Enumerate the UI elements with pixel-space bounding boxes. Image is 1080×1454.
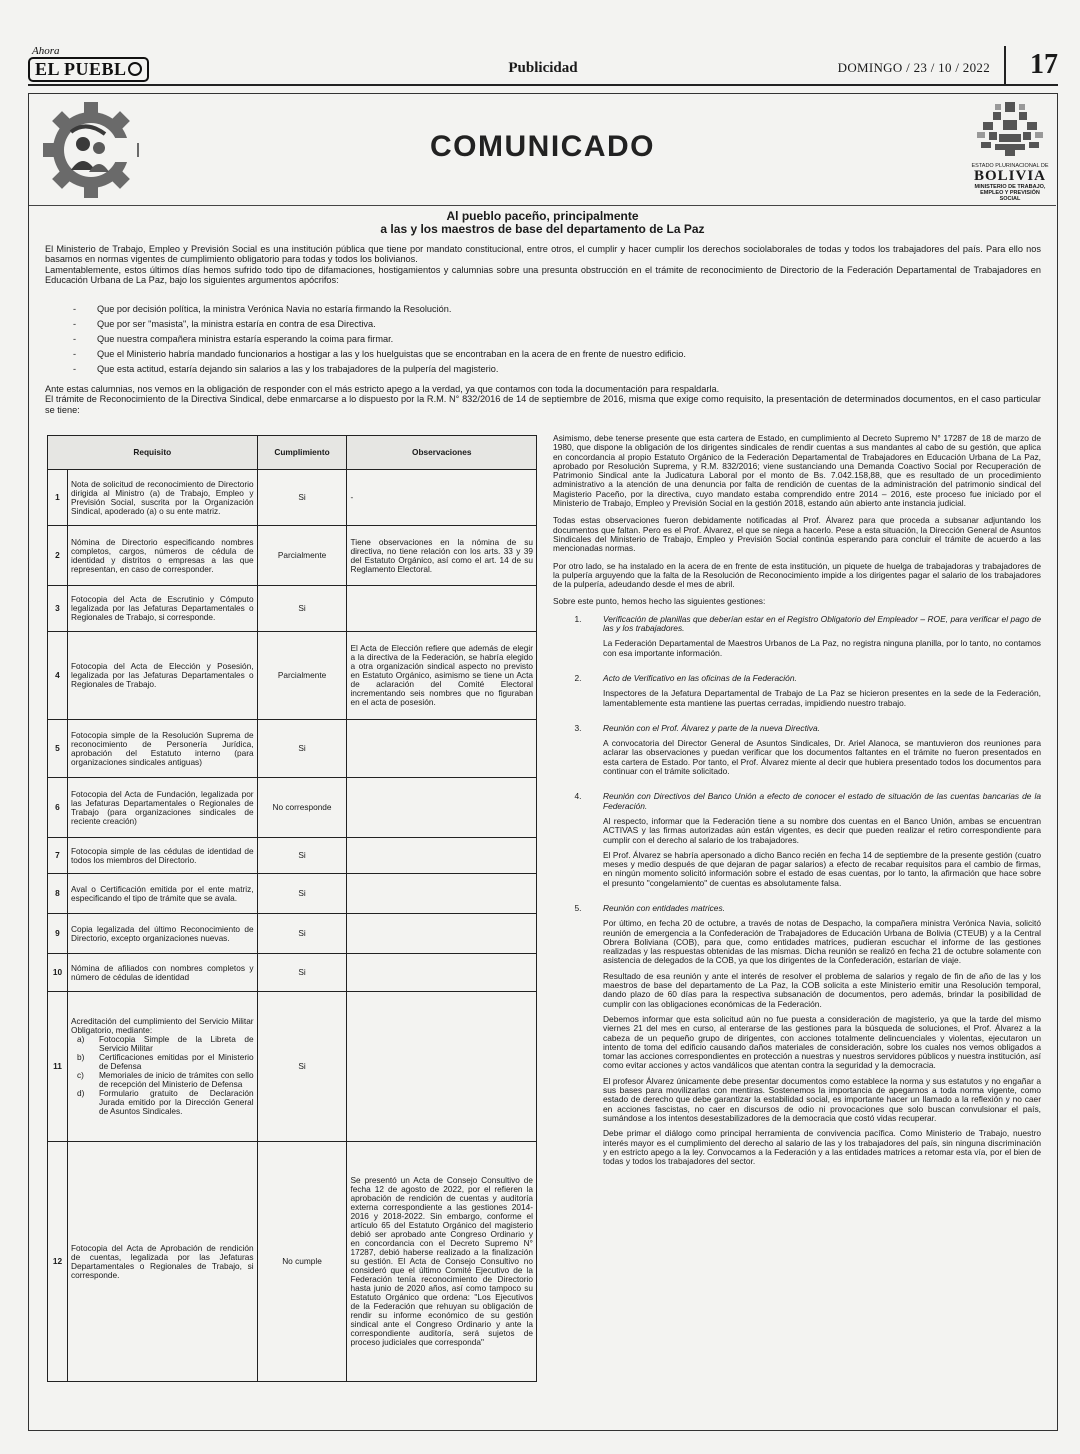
action-paragraph: La Federación Departamental de Maestros Urbanos de La Paz, no registra ninguna planilla, por lo tanto, no contamos con esa importante información. bbox=[603, 638, 1041, 658]
intro-paragraph: El Ministerio de Trabajo, Empleo y Previsión Social es una institución pública que tiene por mandato constitucional, entre otros, el cumplir y hacer cumplir los derechos sociolaborales de todas y todos los trabajadores del país. Para ello nos basamos en normas vigentes de cumplimiento obligatorio para todas y todos los bolivianos. bbox=[45, 244, 1041, 265]
action-paragraph: Al respecto, informar que la Federación tiene a su nombre dos cuentas en el Banco Unión, ambas se encuentran ACTIVAS y las firmas autorizadas aún están vigentes, es decir que pueden realizar el retiro correspondiente para cumplir con el derecho al salario de los trabajadores. bbox=[603, 815, 1041, 845]
row-requirement: Fotocopia simple de la Resolución Suprema de reconocimiento de Personería Jurídica, aprobación del Estatuto interno (para organizaciones sindicales antiguas) bbox=[67, 720, 257, 778]
body-paragraph: Por otro lado, se ha instalado en la acera de en frente de esta institución, un piquete de huelga de trabajadoras y trabajadores de la pulpería arguyendo que la falta de la Resolución de Reconocimiento impide a los dirigentes pagar el salario de los trabajadores de la pulpería, adeudando desde el mes de abril. bbox=[553, 560, 1041, 590]
body-paragraph: Sobre este punto, hemos hecho las siguientes gestiones: bbox=[553, 596, 766, 607]
row-requirement: Nota de solicitud de reconocimiento de Directorio dirigida al Ministro (a) de Trabajo, Empleo y Previsión Social, suscrita por la Organización Sindical, apoderado (a) o su ente matriz. bbox=[67, 470, 257, 526]
actions-list bbox=[553, 615, 1041, 1173]
action-title: Reunión con Directivos del Banco Unión a efecto de conocer el estado de situación de las cuentas bancarias de la Federación. bbox=[603, 791, 1041, 811]
body-paragraph: Todas estas observaciones fueron debidamente notificadas al Prof. Álvarez para que proceda a subsanar adjuntando los documentos que faltan. Pero es el Prof. Álvarez, el que se niega a hacerlo. Pese a esta situación, la Dirección General de Asuntos Sindicales del Ministerio de Trabajo, Empleo y Previsión Social continúa esperando para concluir el trámite de acuerdo a las mencionadas normas. bbox=[553, 515, 1041, 554]
row-compliance: Si bbox=[257, 720, 347, 778]
table-header-row bbox=[48, 436, 537, 470]
row-observation bbox=[347, 914, 537, 954]
table-row bbox=[48, 992, 537, 1142]
row-requirement: Fotocopia del Acta de Fundación, legalizada por las Jefaturas Departamentales o Regionales de Trabajo (para organizaciones sindicales de reciente creación) bbox=[67, 778, 257, 838]
table-row bbox=[48, 874, 537, 914]
list-item: 2. Acto de Verificativo en las oficinas de la Federación. Inspectores de la Jefatura Departamental de Trabajo de La Paz se hicieron presentes en la sede de la Federación, lamentablemente esta mantiene las puertas cerradas, impidiendo nuestro trabajo. bbox=[574, 672, 1041, 708]
row-requirement: Fotocopia del Acta de Escrutinio y Cómputo legalizada por las Jefaturas Departamentales o Regionales de Trabajo, si corresponde. bbox=[67, 586, 257, 632]
action-paragraph: Debe primar el diálogo como principal herramienta de convivencia pacífica. Como Ministerio de Trabajo, nuestro interés mayor es el cumplimiento del derecho al salario de las y los trabajadores del país, sin ninguna discriminación y en estricto apego a la ley. Convocamos a la Federación y a las entidades matrices a retomar esta vía, por el bien de todas y todos los trabajadores del sector. bbox=[603, 1128, 1041, 1167]
action-paragraph: Debemos informar que esta solicitud aún no fue puesta a consideración de magisterio, ya que la tarde del mismo viernes 21 del mes en curso, al enterarse de las gestiones para la búsqueda de soluciones, el Prof. Álvarez a la cabeza de un pequeño grupo de dirigentes, con acciones totalmente delincuenciales y violentas, ejecutaron un intento de toma del edificio causando daños materiales de consideración, sobre los cuales nos vemos obligados a tomar las acciones correspondientes en protección a nuestras y nuestros servidores públicos y nuestra institución, así como evitar acciones y actos vandálicos que atentan contra la seguridad y la democracia. bbox=[603, 1013, 1041, 1071]
column-header-requisito: Requisito bbox=[48, 436, 258, 470]
row-number: 10 bbox=[48, 954, 68, 992]
table-row bbox=[48, 526, 537, 586]
row-observation bbox=[347, 874, 537, 914]
column-header-cumplimiento: Cumplimiento bbox=[257, 436, 347, 470]
row-observation: - bbox=[347, 470, 537, 526]
list-item: b) Certificaciones emitidas por el Ministerio de Defensa bbox=[76, 1052, 254, 1071]
intro-paragraph: Lamentablemente, estos últimos días hemos sufrido todo tipo de difamaciones, hostigamientos y calumnias sobre una presunta obstrucción en el trámite de reconocimiento de Directorio de la Federación Departamental de Trabajadores en Educación Urbana de La Paz, bajo los siguientes argumentos apócrifos: bbox=[45, 264, 1041, 286]
column-header-observaciones: Observaciones bbox=[347, 436, 537, 470]
list-item: 4. Reunión con Directivos del Banco Unión a efecto de conocer el estado de situación de las cuentas bancarias de la Federación. Al respecto, informar que la Federación tiene a su nombre dos cuentas en el Banco Unión, ambas se encuentran ACTIVAS y las firmas autorizadas aún están vigentes, es decir que pueden realizar el retiro correspondiente para cumplir con el derecho al salario de los trabajadores. El Prof. Álvarez se habría apersonado a dicho Banco recién en fecha 14 de septiembre de la presente gestión (cuatro meses y medio después de que dejaran de pagar salarios) a efecto de recabar requisitos para el cambio de firmas, en ningún momento solicitó información sobre el estado de esas cuentas, por lo tanto, la afirmación que hace sobre el presunto "congelamiento" de cuentas es absolutamente falsa. bbox=[574, 791, 1041, 888]
list-item: 1. Verificación de planillas que deberían estar en el Registro Obligatorio del Empleador – ROE, para verificar el pago de las y los trabajadores. La Federación Departamental de Maestros Urbanos de La Paz, no registra ninguna planilla, por lo tanto, no contamos con esa importante información. bbox=[574, 613, 1041, 658]
intro-paragraph: El trámite de Reconocimiento de la Directiva Sindical, debe enmarcarse a lo dispuesto por la R.M. N° 832/2016 de 14 de septiembre de 2016, misma que exige como requisito, la presentación de determinados documentos, en el caso particular se tiene: bbox=[45, 394, 1041, 415]
headline bbox=[29, 210, 1056, 236]
row-observation: El Acta de Elección refiere que además de elegir a la directiva de la Federación, se habría elegido a otra organización sindical aspecto no previsto en Estatuto Orgánico, asimismo se tiene un Acta de aclaración del Comité Electoral incrementando seis nombres que no figuraban en el acta de posesión. bbox=[347, 632, 537, 720]
row-requirement: Fotocopia simple de las cédulas de identidad de todos los miembros del Directorio. bbox=[67, 838, 257, 874]
table-row bbox=[48, 914, 537, 954]
bolivia-ministry-emblem-icon bbox=[975, 100, 1045, 158]
masthead bbox=[28, 46, 1058, 86]
row-number: 9 bbox=[48, 914, 68, 954]
row-compliance: Si bbox=[257, 586, 347, 632]
table-row bbox=[48, 470, 537, 526]
list-item: - Que nuestra compañera ministra estaría esperando la coima para firmar. bbox=[73, 334, 394, 344]
action-paragraph: Inspectores de la Jefatura Departamental de Trabajo de La Paz se hicieron presentes en la sede de la Federación, lamentablemente esta mantiene las puertas cerradas, impidiendo nuestro trabajo. bbox=[603, 688, 1041, 708]
row-requirement: Nómina de Directorio especificando nombres completos, cargos, números de cédula de identidad y distritos o empresas a las que representan, en caso de corresponder. bbox=[67, 526, 257, 586]
logo-main-text: EL PUEBL bbox=[35, 59, 127, 79]
row-number: 4 bbox=[48, 632, 68, 720]
body-paragraph: Asimismo, debe tenerse presente que esta cartera de Estado, en cumplimiento al Decreto Supremo N° 17287 de 18 de marzo de 1980, que dispone la obligación de los dirigentes sindicales de rendir cuentas a sus mandantes al cabo de su gestión, que aplica en concordancia al propio Estatuto Orgánico de la Federación Departamental de Trabajadores en Educación Urbana de La Paz, aprobado por Resolución Suprema, y R.M. 832/2016; viene sustanciando una Demanda Coactivo Social por Recuperación de Patrimonio Sindical ante la Judicatura Laboral por el monto de Bs. 7.042.158,88, que es resultado de un procedimiento administrativo a la atención de una denuncia por falta de rendición de cuentas de la administración del patrimonio sindical del Magisterio Paceño, por la directiva, cuyo mandato estaba comprendido entre 2014 – 2016, este proceso fue iniciado por el Ministerio de Trabajo, Empleo y Previsión Social en la gestión 2018, estando aún abierto ante instancia judicial. bbox=[553, 433, 1041, 509]
row-compliance: Si bbox=[257, 874, 347, 914]
issue-date: DOMINGO / 23 / 10 / 2022 bbox=[837, 60, 990, 75]
table-row bbox=[48, 632, 537, 720]
row-compliance: Si bbox=[257, 838, 347, 874]
list-item: - Que por decisión política, la ministra Verónica Navia no estaría firmando la Resolución. bbox=[73, 304, 452, 314]
ministry-name-line1: MINISTERIO DE TRABAJO, bbox=[974, 184, 1046, 190]
row-number: 1 bbox=[48, 470, 68, 526]
row-requirement: Copia legalizada del último Reconocimiento de Directorio, excepto organizaciones nuevas. bbox=[67, 914, 257, 954]
headline-line2: a las y los maestros de base del departamento de La Paz bbox=[380, 222, 705, 236]
row-compliance: No cumple bbox=[257, 1142, 347, 1382]
row-number: 5 bbox=[48, 720, 68, 778]
action-title: Reunión con entidades matrices. bbox=[603, 902, 725, 913]
section-label: Publicidad bbox=[508, 60, 578, 76]
intro-paragraphs bbox=[45, 244, 1041, 286]
row-number: 6 bbox=[48, 778, 68, 838]
row-observation bbox=[347, 838, 537, 874]
row-observation bbox=[347, 954, 537, 992]
row-number: 7 bbox=[48, 838, 68, 874]
list-item: a) Fotocopia Simple de la Libreta de Servicio Militar bbox=[76, 1034, 254, 1053]
row-observation bbox=[347, 586, 537, 632]
action-paragraph: A convocatoria del Director General de Asuntos Sindicales, Dr. Ariel Alanoca, se mantuvieron dos reuniones para aclarar las observaciones y puedan verificar que los documentos faltantes en el trámite no fueron presentados en esta cartera de Estado. Por tanto, el Prof. Álvarez miente al decir que hubiera presentado todos los documentos para continuar con el trámite solicitado. bbox=[603, 738, 1041, 777]
advertisement-frame bbox=[28, 93, 1058, 1431]
ministry-name-line2: EMPLEO Y PREVISIÓN SOCIAL bbox=[980, 190, 1040, 202]
action-paragraph: El profesor Álvarez únicamente debe presentar documentos como establece la norma y sus estatutos y no engañar a sus bases para movilizarlas con mentiras. Sostenemos la importancia de apegarnos a toda norma vigente, como estado de derecho que debe garantizar la estabilidad social, es importante hacer un llamado a la reflexión y no caer en acciones fascistas, no caer en discursos de odio ni provocaciones que solo buscan convulsionar el país, sumándose a los intentos desestabilizadores de la democracia que costó vidas recuperar. bbox=[603, 1075, 1041, 1123]
list-item: 3. Reunión con el Prof. Álvarez y parte de la nueva Directiva. A convocatoria del Director General de Asuntos Sindicales, Dr. Ariel Alanoca, se mantuvieron dos reuniones para aclarar las observaciones y puedan verificar que los documentos faltantes en el trámite no fueron presentados en esta cartera de Estado. Por tanto, el Prof. Álvarez miente al decir que hubiera presentado todos los documentos para continuar con el trámite solicitado. bbox=[574, 722, 1041, 777]
requirements-table bbox=[47, 435, 537, 1382]
row-compliance: Si bbox=[257, 954, 347, 992]
logo-small-text: Ahora bbox=[32, 45, 60, 57]
action-paragraph: Resultado de esa reunión y ante el interés de resolver el problema de salarios y regalo de fin de año de las y los maestros de base del departamento de La Paz, la COB solicita a este Ministerio emitir una Resolución temporal, dando plazo de 60 días para la respectiva subsanación de documentos, pero además, brindar la posibilidad de cumplir con las obligaciones económicas de la Federación. bbox=[603, 970, 1041, 1009]
claims-list bbox=[73, 302, 1033, 377]
communique-header bbox=[29, 94, 1056, 206]
row-compliance: Si bbox=[257, 992, 347, 1142]
action-title: Reunión con el Prof. Álvarez y parte de la nueva Directiva. bbox=[603, 722, 820, 733]
list-item: c) Memoriales de inicio de trámites con sello de recepción del Ministerio de Defensa bbox=[76, 1070, 254, 1089]
row-requirement: Fotocopia del Acta de Elección y Posesión, legalizada por las Jefaturas Departamentales o Regionales de Trabajo. bbox=[67, 632, 257, 720]
list-item: d) Formulario gratuito de Declaración Jurada emitido por la Dirección General de Asuntos Sindicales. bbox=[76, 1088, 254, 1116]
row-compliance: Parcialmente bbox=[257, 632, 347, 720]
row-number: 3 bbox=[48, 586, 68, 632]
list-item: - Que por ser "masista", la ministra estaría en contra de esa Directiva. bbox=[73, 319, 376, 329]
row-requirement: Aval o Certificación emitida por el ente matriz, especificando el tipo de trámite que se avala. bbox=[67, 874, 257, 914]
row-number: 12 bbox=[48, 1142, 68, 1382]
headline-line1: Al pueblo paceño, principalmente bbox=[446, 209, 639, 223]
right-column bbox=[553, 434, 1041, 1182]
row-requirement-cell bbox=[67, 992, 257, 1142]
row-observation bbox=[347, 992, 537, 1142]
row-requirement: Nómina de afiliados con nombres completos y número de cédulas de identidad bbox=[67, 954, 257, 992]
ministry-country: BOLIVIA bbox=[973, 168, 1047, 184]
list-item: 5. Reunión con entidades matrices. Por último, en fecha 20 de octubre, a través de notas de Despacho, la compañera ministra Verónica Navia, solicitó reunión de emergencia a la Confederación de Trabajadores de Educación Urbana de Bolivia (CTEUB) y a la Central Obrera Boliviana (COB), para que, como entidades matrices, pudieran escuchar el informe de las gestiones realizadas y las respuestas obtenidas de las mismas. Dicha reunión se realizó en fecha 21 de octubre solamente con asistencia de delegados de la COB, ya que los dirigentes de la Confederación, estarían de viaje. Resultado de esa reunión y ante el interés de resolver el problema de salarios y regalo de fin de año de las y los maestros de base del departamento de La Paz, la COB solicita a este Ministerio emitir una Resolución temporal, dando plazo de 60 días para la respectiva subsanación de documentos, pero además, brindar la posibilidad de cumplir con las obligaciones económicas de la Federación. Debemos informar que esta solicitud aún no fue puesta a consideración de magisterio, ya que la tarde del mismo viernes 21 del mes en curso, al enterarse de las gestiones para la búsqueda de soluciones, el Prof. Álvarez a la cabeza de un pequeño grupo de dirigentes, con acciones totalmente delincuenciales y violentas, ejecutaron un intento de toma del edificio causando daños materiales de consideración, sobre los cuales nos vemos obligados a tomar las acciones correspondientes en protección a nuestras y nuestros servidores públicos y nuestra institución, así como evitar acciones y actos vandálicos que atentan contra la seguridad y la democracia. El profesor Álvarez únicamente debe presentar documentos como establece la norma y sus estatutos y no engañar a sus bases para movilizarlas con mentiras. Sostenemos la importancia de apegarnos a toda norma vigente, como estado de derecho que debe garantizar la estabilidad social, es importante hacer un llamado a la reflexión y no caer en acciones fascistas, no caer en discursos de odio ni provocaciones que solo buscan convulsionar el país, sumándose a los intentos desestabilizadores de la democracia que costó vidas recuperar. Debe primar el diálogo como principal herramienta de convivencia pacífica. Como Ministerio de Trabajo, nuestro interés mayor es el cumplimiento del derecho al salario de las y los trabajadores del país, sin ninguna discriminación y en estricto apego a la ley. Convocamos a la Federación y a las entidades matrices a retomar esta vía, por el bien de todas y todos los trabajadores del sector. bbox=[574, 902, 1041, 1167]
table-row bbox=[48, 720, 537, 778]
row-number: 11 bbox=[48, 992, 68, 1142]
action-title: Verificación de planillas que deberían estar en el Registro Obligatorio del Empleador – ROE, para verificar el pago de las y los trabajadores. bbox=[603, 613, 1041, 634]
table-row bbox=[48, 838, 537, 874]
row-observation: Tiene observaciones en la nómina de su directiva, no tiene relación con los arts. 33 y 39 del Estatuto Orgánico, así como el art. 14 de su Reglamento Electoral. bbox=[347, 526, 537, 586]
row-compliance: Si bbox=[257, 914, 347, 954]
row-observation bbox=[347, 778, 537, 838]
table-row bbox=[48, 778, 537, 838]
ministry-logo bbox=[970, 100, 1050, 202]
action-title: Acto de Verificativo en las oficinas de la Federación. bbox=[603, 672, 797, 683]
row-requirement: Fotocopia del Acta de Aprobación de rendición de cuentas, legalizada por las Jefaturas Departamentales o Regionales de Trabajo, si corresponde. bbox=[67, 1142, 257, 1382]
page-title: COMUNICADO bbox=[430, 130, 655, 163]
row-number: 2 bbox=[48, 526, 68, 586]
row-compliance: Parcialmente bbox=[257, 526, 347, 586]
action-paragraph: El Prof. Álvarez se habría apersonado a dicho Banco recién en fecha 14 de septiembre de la presente gestión (cuatro meses y medio después de que dejaran de pagar salarios) a efecto de recabar requisitos para el cambio de firmas, en ningún momento solicitó información sobre el estado de esas cuentas, por lo tanto, la afirmación que hace sobre el presunto "congelamiento" de cuentas es absolutamente falsa. bbox=[603, 849, 1041, 888]
action-paragraph: Por último, en fecha 20 de octubre, a través de notas de Despacho, la compañera ministra Verónica Navia, solicitó reunión de emergencia a la Confederación de Trabajadores de Educación Urbana de Bolivia (CTEUB) y a la Central Obrera Boliviana (COB), para que, como entidades matrices, pudieran escuchar el informe de las gestiones realizadas y las respuestas obtenidas de las mismas. Dicha reunión se realizó en fecha 21 de octubre solamente con asistencia de delegados de la COB, ya que los dirigentes de la Confederación, estarían de viaje. bbox=[603, 918, 1041, 966]
row-compliance: Si bbox=[257, 470, 347, 526]
list-item: - Que esta actitud, estaría dejando sin salarios a las y los trabajadores de la pulpería del magisterio. bbox=[73, 364, 499, 374]
table-row bbox=[48, 586, 537, 632]
row-requirement: Acreditación del cumplimiento del Servicio Militar Obligatorio, mediante: bbox=[70, 1016, 254, 1035]
table-row bbox=[48, 954, 537, 992]
requirement-sublist bbox=[71, 1035, 254, 1116]
intro-paragraphs-2 bbox=[45, 384, 1041, 415]
row-observation bbox=[347, 720, 537, 778]
ministry-small-top: ESTADO PLURINACIONAL DE bbox=[971, 163, 1049, 169]
row-compliance: No corresponde bbox=[257, 778, 347, 838]
row-number: 8 bbox=[48, 874, 68, 914]
row-observation: Se presentó un Acta de Consejo Consultivo de fecha 12 de agosto de 2022, por el refieren la aprobación de rendición de cuentas y auditoría externa correspondiente a las gestiones 2014-2016 y 2018-2022. Sin embargo, conforme el artículo 65 del Estatuto Orgánico del magisterio debió ser aprobado ante Congreso Ordinario y en concordancia con el Decreto Supremo N° 17287, debió haberse realizado a la finalización su gestión. El Acta de Consejo Consultivo no consideró que el último Comité Ejecutivo de la Federación tenía reconocimiento de Directorio hasta junio de 2020 años, así como tampoco su Estatuto Orgánico que ordena: "Los Ejecutivos de la Federación que rehuyan su obligación de rendir su informe económico de su gestión sindical ante el Congreso Ordinario y ante la correspondiente auditoría, será sujetos de proceso judiciales que corresponda" bbox=[347, 1142, 537, 1382]
intro-paragraph: Ante estas calumnias, nos vemos en la obligación de responder con el más estricto apego a la verdad, ya que contamos con toda la documentación para respaldarla. bbox=[45, 384, 720, 394]
page-number: 17 bbox=[1004, 46, 1058, 84]
table-row bbox=[48, 1142, 537, 1382]
list-item: - Que el Ministerio habría mandado funcionarios a hostigar a las y los huelguistas que se encontraban en la acera de en frente de nuestro edificio. bbox=[73, 349, 686, 359]
